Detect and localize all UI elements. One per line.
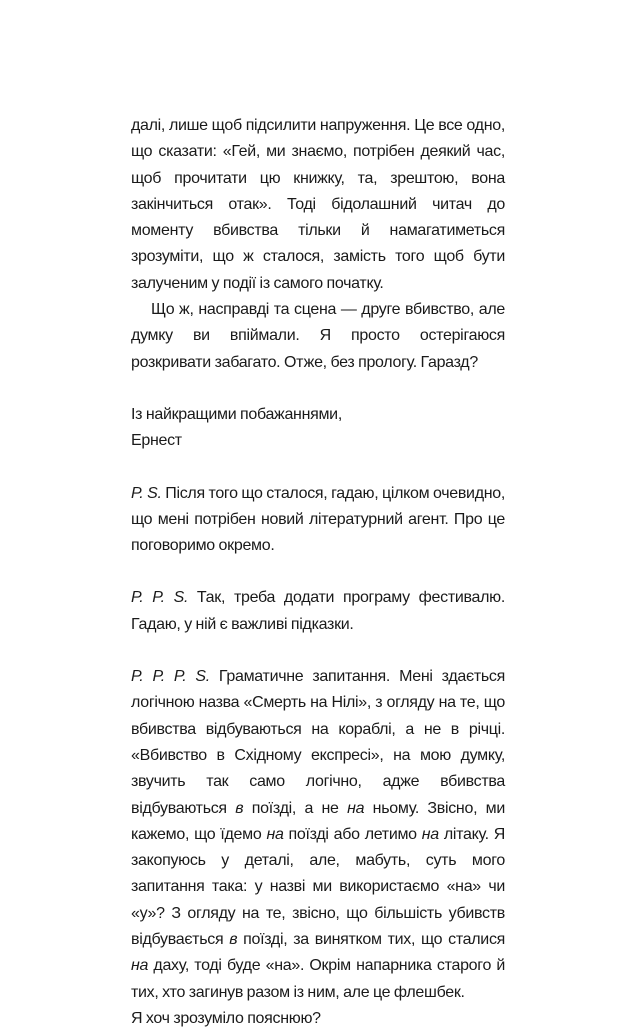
ps-marker: P. S. [131, 484, 162, 502]
postscript-2: P. P. S. Так, треба додати програму фестивалю. Гадаю, у ній є важливі підказки. [131, 589, 506, 633]
closing-line: Із найкращими побажаннями, [131, 405, 342, 423]
postscript-3: P. P. P. S. Граматичне запитання. Мені здається логічною назва «Смерть на Нілі», з огляду на те, що вбивства відбуваються на кораблі, а не в річці. «Вбивство в Східному експресі», на мою думку, звучить так само логічно, адже вбивства відбуваються в поїзді, а не на ньому. Звісно, ми кажемо, що їдемо на поїзді або летимо на літаку. Я закопуюсь у деталі, але, мабуть, суть мого запитання така: у назві ми використаємо «на» чи «у»? З огляду на те, звісно, що більшість убивств відбувається в поїзді, за винятком тих, що сталися на даху, тоді буде «на». Окрім напарника старого й тих, хто загинув разом із ним, але це флешбек. [131, 668, 506, 1001]
page-text [131, 113, 505, 1032]
emphasis: на [266, 825, 284, 843]
pps-marker: P. P. S. [131, 589, 189, 607]
paragraph-2: Що ж, насправді та сцена — друге вбивство, але думку ви впіймали. Я просто остерігаюся розкривати забагато. Отже, без прологу. Гаразд? [131, 301, 505, 371]
signature: Ернест [131, 432, 182, 450]
emphasis: на [347, 799, 365, 817]
final-question: Я хоч зрозуміло пояснюю? [131, 1009, 321, 1027]
emphasis: в [235, 799, 244, 817]
paragraph-1: далі, лише щоб підсилити напруження. Це все одно, що сказати: «Гей, ми знаємо, потрібен деякий час, щоб прочитати цю книжку, та, зрештою, вона закінчиться отак». Тоді бідолашний читач до моменту вбивства тільки й намагатиметься зрозуміти, що ж сталося, замість того щоб бути залученим у події із самого початку. [131, 117, 505, 292]
emphasis: на [131, 957, 149, 975]
ppps-marker: P. P. P. S. [131, 668, 210, 686]
postscript-1: P. S. Після того що сталося, гадаю, цілком очевидно, що мені потрібен новий літературний агент. Про це поговоримо окремо. [131, 484, 506, 555]
emphasis: в [229, 931, 238, 949]
emphasis: на [421, 825, 439, 843]
